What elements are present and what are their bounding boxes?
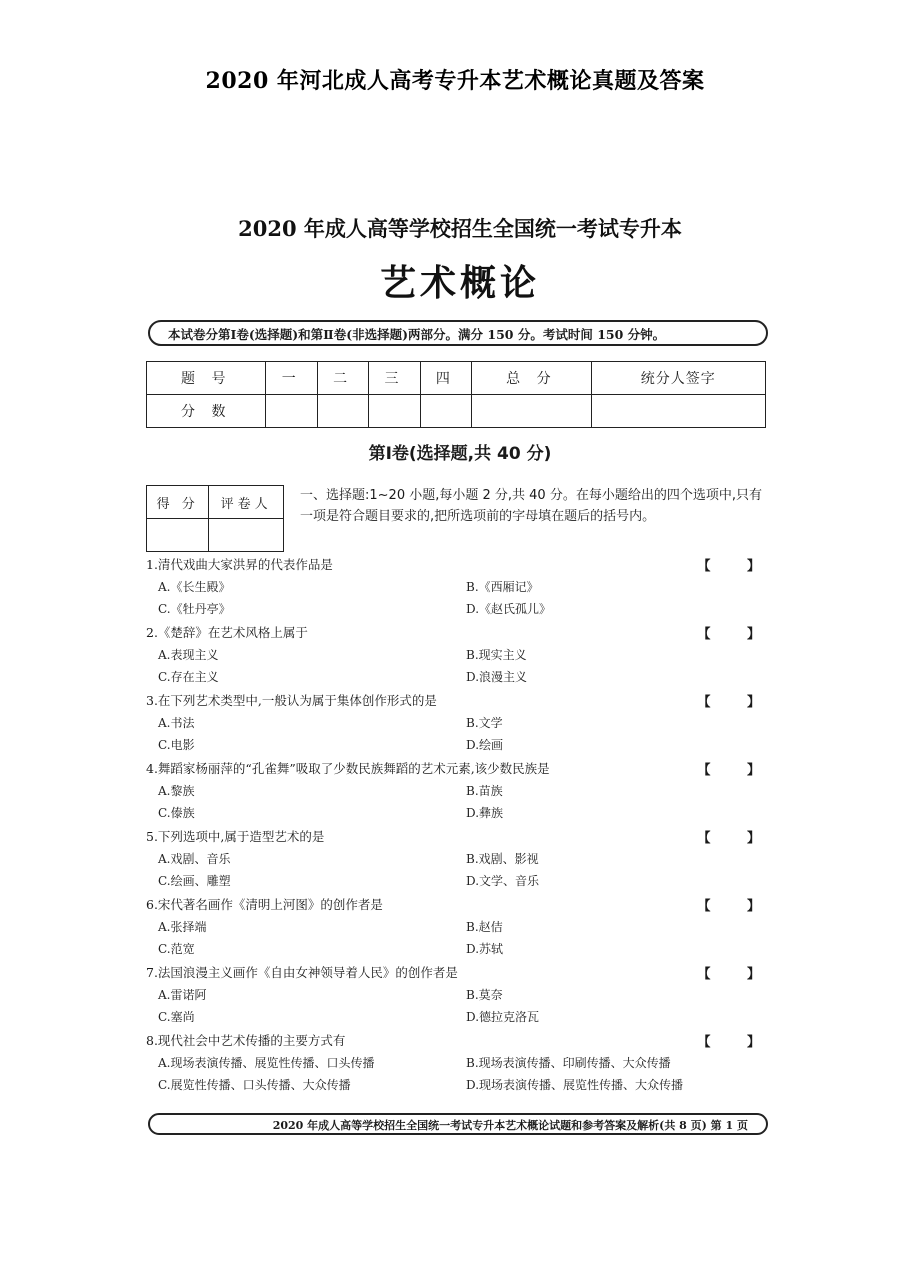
question-item: [146, 759, 776, 827]
question-item: [146, 1031, 776, 1099]
option-a: A.《长生殿》: [158, 580, 231, 594]
option-d: D.浪漫主义: [466, 670, 528, 684]
score-cell: [317, 395, 368, 428]
option-a: A.戏剧、音乐: [158, 852, 231, 866]
answer-bracket: 【 】: [697, 763, 776, 778]
question-stem: 5.下列选项中,属于造型艺术的是: [146, 829, 325, 844]
score-cell: [266, 395, 317, 428]
question-list: [146, 555, 776, 1099]
answer-bracket: 【 】: [697, 627, 776, 642]
option-d: D.文学、音乐: [466, 874, 540, 888]
score-cell: [472, 395, 591, 428]
option-a: A.张择端: [158, 920, 207, 934]
answer-bracket: 【 】: [697, 1035, 776, 1050]
question-stem: 8.现代社会中艺术传播的主要方式有: [146, 1033, 346, 1048]
option-d: D.彝族: [466, 806, 504, 820]
score-table-header-row: [147, 362, 766, 395]
question-item: [146, 691, 776, 759]
question-item: [146, 895, 776, 963]
answer-bracket: 【 】: [697, 831, 776, 846]
score-cell: 二: [317, 362, 368, 395]
question-stem: 4.舞蹈家杨丽萍的“孔雀舞”吸取了少数民族舞蹈的艺术元素,该少数民族是: [146, 761, 550, 776]
question-item: [146, 623, 776, 691]
exam-subject: 艺术概论: [379, 263, 540, 304]
grader-table: [146, 485, 284, 552]
score-table-value-row: [147, 395, 766, 428]
option-c: C.存在主义: [158, 670, 219, 684]
option-a: A.书法: [158, 716, 195, 730]
grader-score-cell: [147, 519, 209, 552]
option-c: C.傣族: [158, 806, 195, 820]
exam-header: 2020 年成人高等学校招生全国统一考试专升本: [238, 216, 682, 241]
document-title: 2020 年河北成人高考专升本艺术概论真题及答案: [205, 68, 705, 94]
option-c: C.电影: [158, 738, 195, 752]
score-cell: 一: [266, 362, 317, 395]
question-item: [146, 827, 776, 895]
score-cell: [369, 395, 420, 428]
option-d: D.苏轼: [466, 942, 504, 956]
option-d: D.绘画: [466, 738, 504, 752]
score-cell: 三: [369, 362, 420, 395]
score-table: [146, 361, 766, 428]
option-c: C.《牡丹亭》: [158, 602, 231, 616]
option-a: A.黎族: [158, 784, 195, 798]
question-stem: 3.在下列艺术类型中,一般认为属于集体创作形式的是: [146, 693, 437, 708]
option-d: D.德拉克洛瓦: [466, 1010, 540, 1024]
option-d: D.现场表演传播、展览性传播、大众传播: [466, 1078, 684, 1092]
grader-reviewer-label: 评卷人: [209, 486, 284, 519]
grader-reviewer-cell: [209, 519, 284, 552]
option-a: A.表现主义: [158, 648, 219, 662]
answer-bracket: 【 】: [697, 899, 776, 914]
score-cell: 统分人签字: [591, 362, 765, 395]
option-c: C.范宽: [158, 942, 195, 956]
option-b: B.赵佶: [466, 920, 503, 934]
answer-bracket: 【 】: [697, 967, 776, 982]
answer-bracket: 【 】: [697, 695, 776, 710]
score-cell: 分 数: [147, 395, 266, 428]
option-b: B.莫奈: [466, 988, 503, 1002]
question-stem: 6.宋代著名画作《清明上河图》的创作者是: [146, 897, 383, 912]
question-stem: 2.《楚辞》在艺术风格上属于: [146, 625, 308, 640]
score-cell: [420, 395, 471, 428]
score-cell: 题 号: [147, 362, 266, 395]
option-b: B.苗族: [466, 784, 503, 798]
option-b: B.戏剧、影视: [466, 852, 539, 866]
answer-bracket: 【 】: [697, 559, 776, 574]
option-c: C.塞尚: [158, 1010, 195, 1024]
section-heading: 第Ⅰ卷(选择题,共 40 分): [368, 444, 552, 464]
option-b: B.现实主义: [466, 648, 527, 662]
score-cell: 四: [420, 362, 471, 395]
score-cell: [591, 395, 765, 428]
option-d: D.《赵氏孤儿》: [466, 602, 552, 616]
grader-score-label: 得 分: [147, 486, 209, 519]
scanned-exam-page: [140, 195, 780, 1145]
option-a: A.雷诺阿: [158, 988, 207, 1002]
option-c: C.展览性传播、口头传播、大众传播: [158, 1078, 351, 1092]
option-b: B.现场表演传播、印刷传播、大众传播: [466, 1056, 671, 1070]
question-item: [146, 963, 776, 1031]
score-cell: 总 分: [472, 362, 591, 395]
option-b: B.《西厢记》: [466, 580, 539, 594]
question-stem: 1.清代戏曲大家洪昇的代表作品是: [146, 557, 333, 572]
option-b: B.文学: [466, 716, 503, 730]
part-description: 一、选择题:1~20 小题,每小题 2 分,共 40 分。在每小题给出的四个选项中,只有一项是符合题目要求的,把所选项前的字母填在题后的括号内。: [300, 488, 762, 524]
exam-instructions: 本试卷分第Ⅰ卷(选择题)和第Ⅱ卷(非选择题)两部分。满分 150 分。考试时间 150 分钟。: [148, 320, 768, 346]
question-item: [146, 555, 776, 623]
page-footer: 2020 年成人高等学校招生全国统一考试专升本艺术概论试题和参考答案及解析(共 8 页) 第 1 页: [148, 1113, 768, 1135]
option-c: C.绘画、雕塑: [158, 874, 231, 888]
option-a: A.现场表演传播、展览性传播、口头传播: [158, 1056, 375, 1070]
question-stem: 7.法国浪漫主义画作《自由女神领导着人民》的创作者是: [146, 965, 458, 980]
